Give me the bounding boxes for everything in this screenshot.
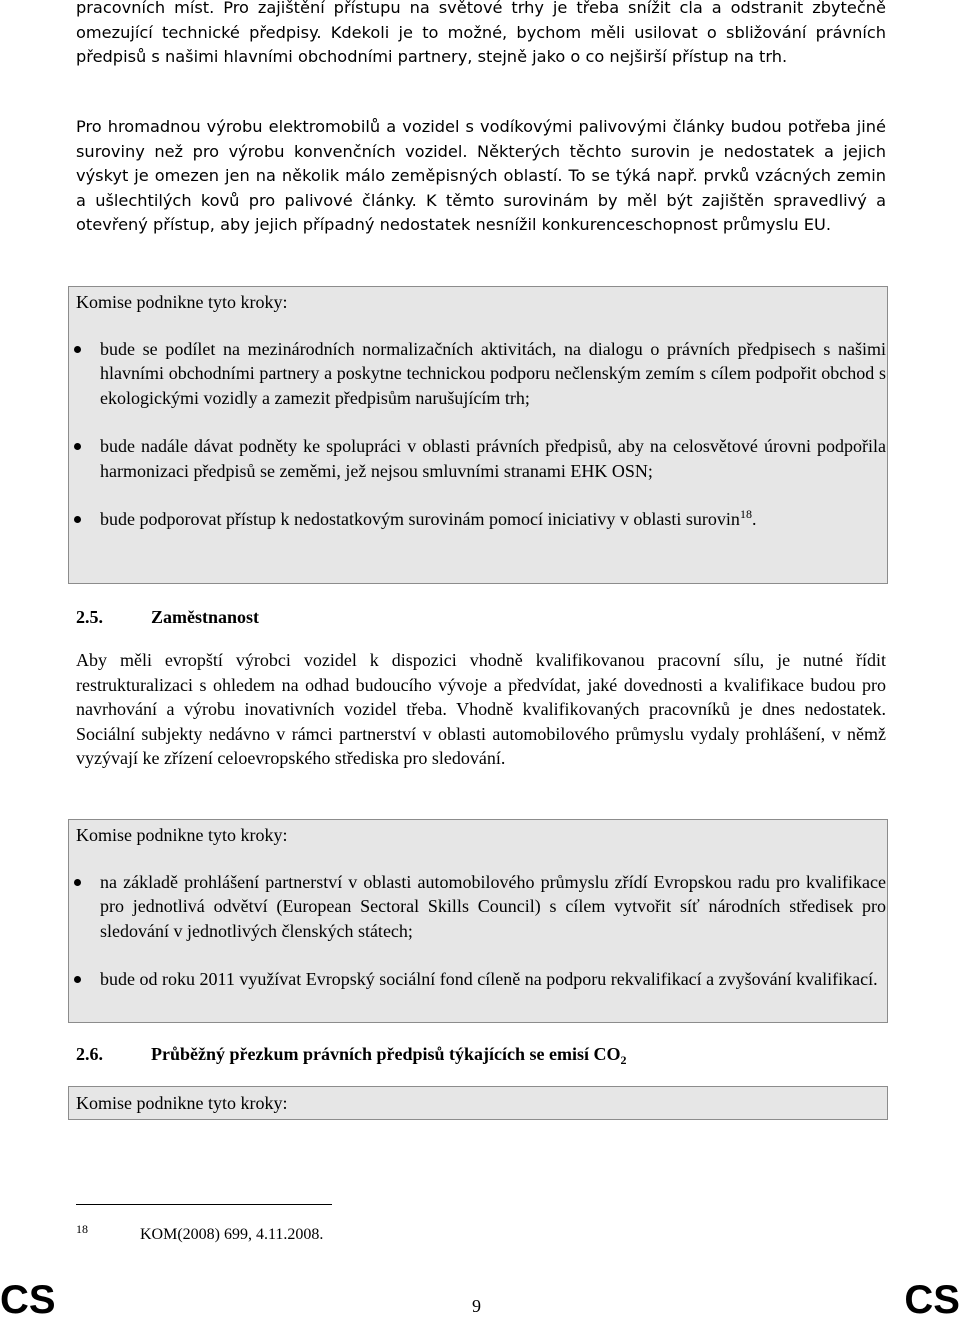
bullet-text: bude podporovat přístup k nedostatkovým surovinám pomocí iniciativy v oblasti surovin (100, 509, 740, 530)
list-item (69, 967, 889, 991)
footnote-separator (76, 1204, 332, 1205)
footnote-reference: 18 (739, 507, 752, 522)
box-title: Komise podnikne tyto kroky: (76, 292, 288, 312)
language-code-right: CS (904, 1278, 960, 1322)
box-title: Komise podnikne tyto kroky: (76, 825, 288, 845)
section-heading-2-5 (76, 605, 259, 629)
language-code-left: CS (0, 1278, 56, 1322)
section-title-subscript: 2 (620, 1053, 627, 1067)
bullet-text: bude nadále dávat podněty ke spolupráci v oblasti právních předpisů, aby na celosvětové úrovni podpořila harmonizaci předpisů se zeměmi, jež nejsou smluvními stranami EHK OSN; (100, 436, 886, 481)
footnote-number: 18 (76, 1222, 88, 1236)
commission-actions-box-2 (68, 819, 888, 1023)
bullet-icon (74, 516, 81, 523)
bullet-text: na základě prohlášení partnerství v oblasti automobilového průmyslu zřídí Evropskou radu pro kvalifikace pro jednotlivá odvětví (European Sectoral Skills Council) s cílem vytvořit síť národních středisek pro sledování v jednotlivých členských státech; (100, 872, 886, 941)
bullet-list (69, 870, 889, 992)
bullet-end: . (751, 509, 757, 530)
bullet-icon (74, 976, 81, 983)
commission-actions-box-1 (68, 286, 888, 584)
section-title: Průběžný přezkum právních předpisů týkajících se emisí CO (151, 1044, 621, 1064)
intro-paragraph: pracovních míst. Pro zajištění přístupu na světové trhy je třeba snížit cla a odstranit zbytečně omezující technické předpisy. Kdekoli je to možné, bychom měli usilovat o sbližování právních předpisů s našimi hlavními obchodními partnery, stejně jako o co nejširší přístup na trh. (76, 0, 886, 66)
list-item (69, 337, 889, 410)
bullet-text: bude od roku 2011 využívat Evropský sociální fond cíleně na podporu rekvalifikací a zvyšování kvalifikací. (100, 969, 878, 990)
section-title: Zaměstnanost (151, 607, 260, 627)
list-item (69, 507, 889, 531)
box-title: Komise podnikne tyto kroky: (76, 1093, 288, 1113)
bullet-icon (74, 443, 81, 450)
bullet-list (69, 337, 889, 532)
list-item (69, 870, 889, 943)
footnote-text: KOM(2008) 699, 4.11.2008. (140, 1226, 324, 1243)
bullet-text: bude se podílet na mezinárodních normalizačních aktivitách, na dialogu o právních předpisech s našimi hlavními obchodními partnery a poskytne technickou podporu nečlenským zemím s cílem podpořit obchod s ekologickými vozidly a zamezit předpisům narušujícím trh; (100, 339, 886, 408)
hydrogen-paragraph: Pro hromadnou výrobu elektromobilů a vozidel s vodíkovými palivovými články budou potřeba jiné suroviny než pro výrobu konvenčních vozidel. Některých těchto surovin je nedostatek a jejich výskyt je omezen jen na několik málo zeměpisných oblastí. To se týká např. prvků vzácných zemin a ušlechtilých kovů pro palivové články. K těmto surovinám by měl být zajištěn spravedlivý a otevřený přístup, aby jejich případný nedostatek nesnížil konkurenceschopnost průmyslu EU. (76, 117, 886, 234)
list-item (69, 434, 889, 483)
employment-paragraph: Aby měli evropští výrobci vozidel k dispozici vhodně kvalifikovanou pracovní sílu, je nutné řídit restrukturalizaci s ohledem na odhad budoucího vývoje a předvídat, jaké dovednosti a kvalifikace budou pro navrhování a výrobu inovativních vozidel třeba. Vhodně kvalifikovaných pracovníků je dnes nedostatek. Sociální subjekty nedávno v rámci partnerství v oblasti automobilového průmyslu vydaly prohlášení, v němž vyzývají ke zřízení celoevropského střediska pro sledování. (76, 650, 886, 768)
section-heading-2-6 (76, 1042, 627, 1066)
commission-actions-box-3 (68, 1086, 888, 1120)
section-number: 2.5. (76, 607, 103, 627)
section-number: 2.6. (76, 1044, 103, 1064)
page-number: 9 (472, 1296, 481, 1316)
bullet-icon (74, 346, 81, 353)
bullet-icon (74, 879, 81, 886)
